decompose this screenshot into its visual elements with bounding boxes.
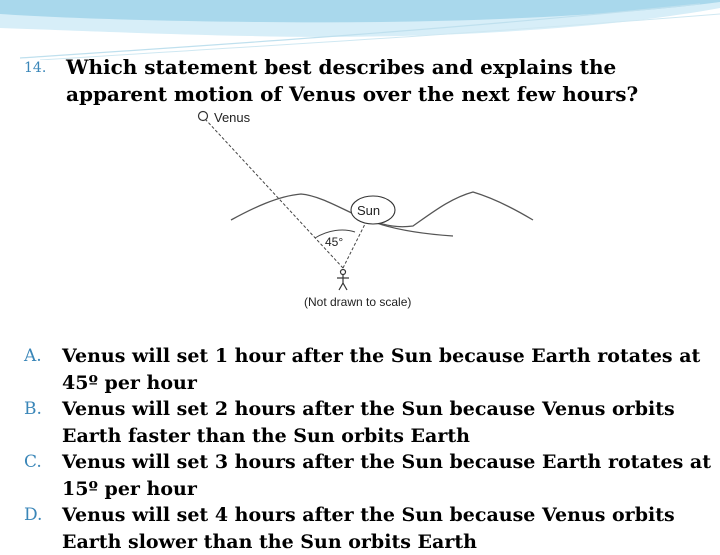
venus-label: Venus	[214, 110, 251, 125]
answer-letter: B.	[24, 399, 42, 419]
venus-marker	[199, 112, 208, 121]
sun-label: Sun	[357, 203, 381, 218]
question-text: Which statement best describes and explains the apparent motion of Venus over the next few hours?	[66, 55, 639, 106]
answer-text: Venus will set 2 hours after the Sun because Venus orbits Earth faster than the Sun orbits Earth	[62, 398, 675, 447]
answer-list	[24, 343, 714, 555]
scale-note: (Not drawn to scale)	[304, 295, 412, 309]
venus-diagram	[183, 108, 543, 318]
answer-letter: C.	[24, 452, 42, 472]
answer-text: Venus will set 4 hours after the Sun because Venus orbits Earth slower than the Sun orbits Earth	[62, 504, 675, 553]
answer-letter: A.	[24, 346, 42, 366]
answer-text: Venus will set 3 hours after the Sun because Earth rotates at 15º per hour	[62, 451, 712, 500]
answer-option-d[interactable]	[24, 502, 714, 555]
answer-letter: D.	[24, 505, 43, 525]
answer-option-a[interactable]	[24, 343, 714, 396]
question-number: 14.	[24, 60, 47, 76]
angle-label: 45°	[325, 235, 344, 249]
answer-option-b[interactable]	[24, 396, 714, 449]
answer-text: Venus will set 1 hour after the Sun because Earth rotates at 45º per hour	[62, 345, 701, 394]
header-banner	[0, 0, 720, 60]
answer-option-c[interactable]	[24, 449, 714, 502]
